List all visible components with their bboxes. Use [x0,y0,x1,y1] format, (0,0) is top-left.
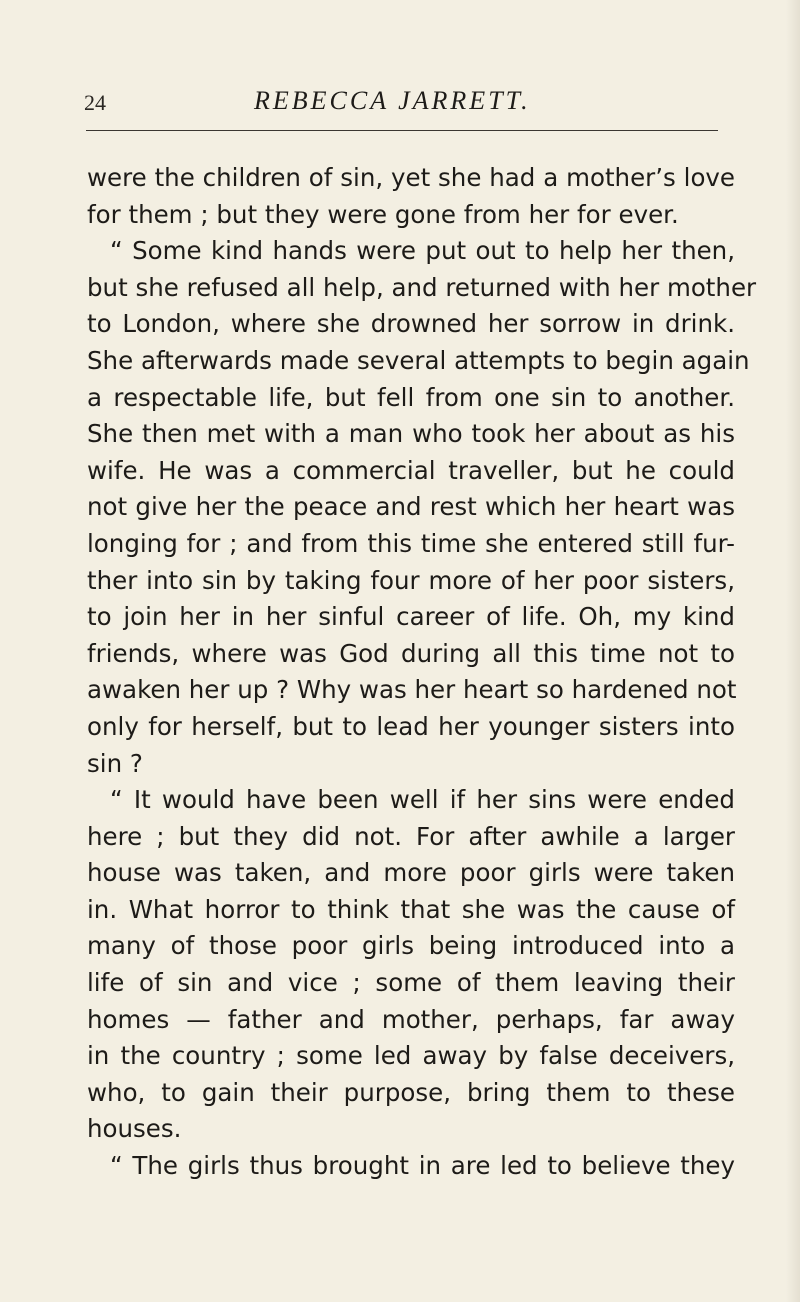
text-line: She then met with a man who took her about as his [87,419,735,449]
text-line: a respectable life, but fell from one sin to another. [87,382,735,412]
text-line: longing for ; and from this time she entered still fur- [87,528,735,558]
text-line: for them ; but they were gone from her for ever. [87,199,679,229]
text-line: were the children of sin, yet she had a mother’s love [87,163,735,192]
text-line: “ It would have been well if her sins were ended [110,785,735,815]
text-line: only for herself, but to lead her younger sisters into [87,711,735,741]
page-edge-shadow [786,0,800,1302]
text-line: She afterwards made several attempts to begin again [87,345,750,375]
text-line: “ Some kind hands were put out to help her then, [110,236,735,266]
page-header [84,86,714,122]
text-line: friends, where was God during all this time not to [87,638,735,668]
text-line: house was taken, and more poor girls were taken [87,858,735,888]
text-line: in the country ; some led away by false deceivers, [87,1041,735,1071]
text-line: who, to gain their purpose, bring them to these [87,1077,735,1107]
text-line: awaken her up ? Why was her heart so hardened not [87,675,737,705]
text-line: to join her in her sinful career of life. Oh, my kind [87,602,735,632]
text-line: many of those poor girls being introduced into a [87,931,735,961]
running-title: REBECCA JARRETT. [254,86,531,115]
text-line: in. What horror to think that she was the cause of [87,894,735,924]
header-rule [86,130,718,131]
text-line: houses. [87,1114,182,1144]
text-line: homes — father and mother, perhaps, far away [87,1004,735,1034]
text-line: sin ? [87,748,143,778]
text-line: here ; but they did not. For after awhile a larger [87,821,735,851]
text-line: but she refused all help, and returned with her mother [87,272,757,302]
text-line: ther into sin by taking four more of her poor sisters, [87,565,735,595]
text-line: not give her the peace and rest which her heart was [87,492,735,522]
text-line: to London, where she drowned her sorrow in drink. [87,309,735,339]
body-text [87,160,757,1185]
text-line: “ The girls thus brought in are led to believe they [110,1151,735,1181]
text-line: wife. He was a commercial traveller, but he could [87,455,735,485]
page-number: 24 [84,90,106,115]
text-line: life of sin and vice ; some of them leaving their [87,968,735,998]
